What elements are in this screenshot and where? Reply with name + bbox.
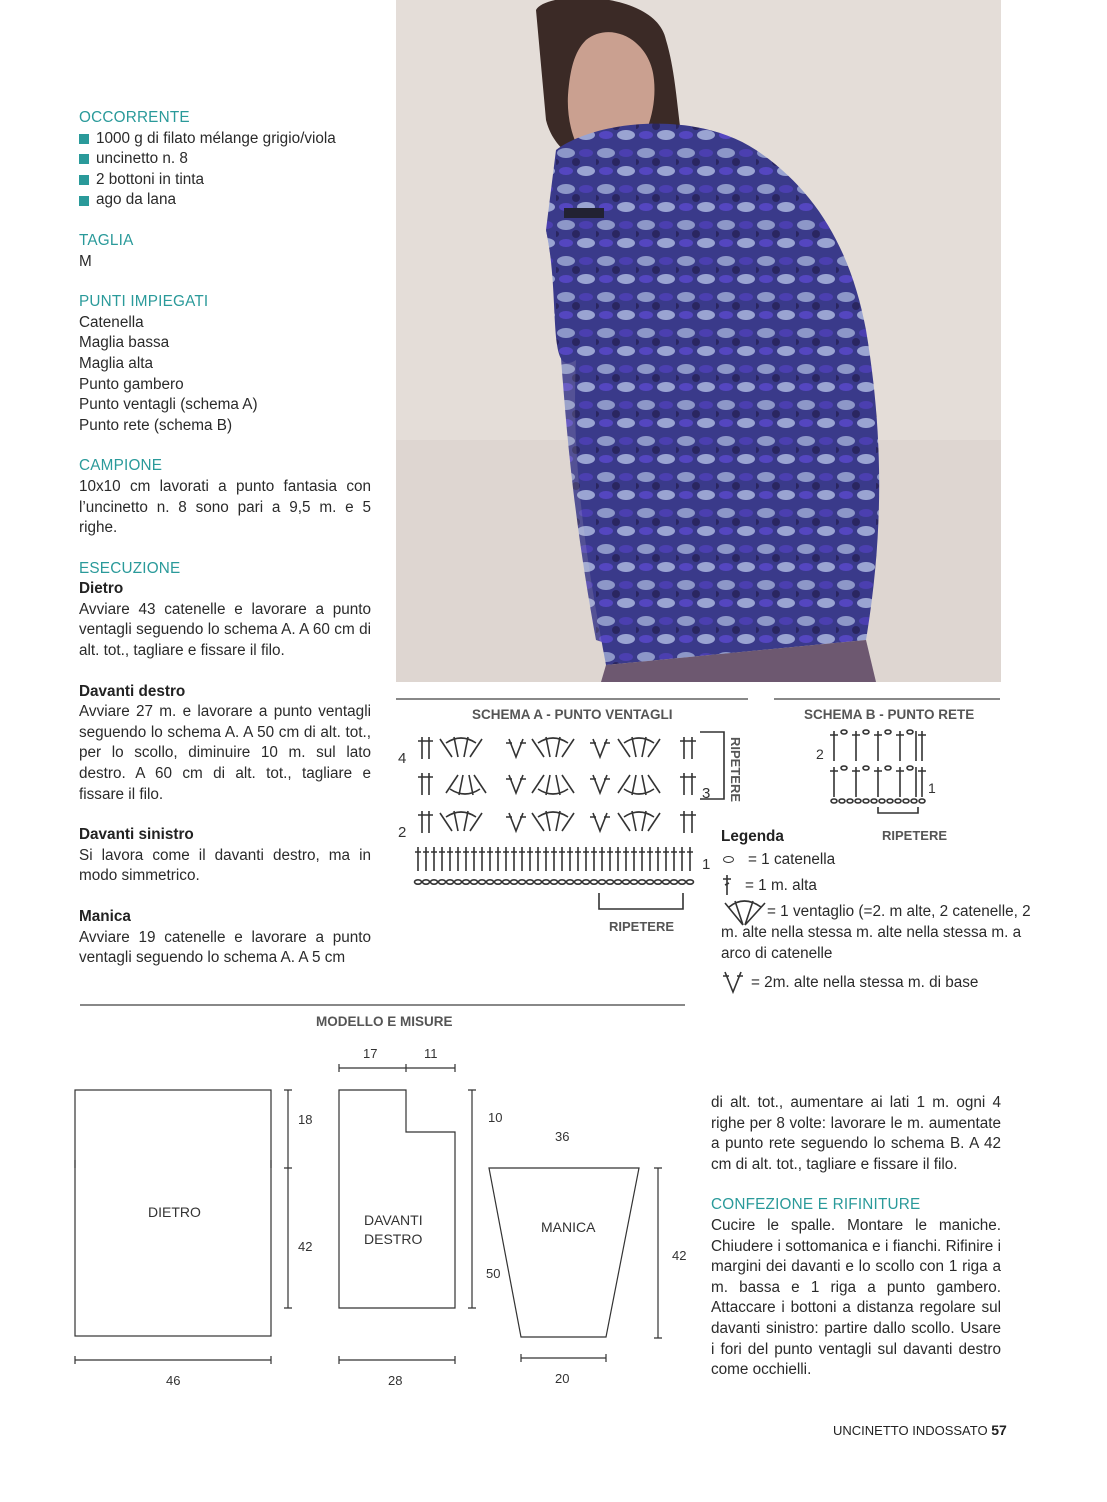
- bullet-square-icon: [79, 196, 89, 206]
- davanti-side-dim: [468, 1090, 476, 1308]
- dietro-heading: Dietro: [79, 580, 124, 598]
- row-2-stitches: [418, 811, 696, 833]
- dietro-label: DIETRO: [148, 1204, 201, 1220]
- manica-label: MANICA: [541, 1219, 596, 1235]
- esecuzione-title: ESECUZIONE: [79, 559, 181, 577]
- campione-text: 10x10 cm lavorati a punto fantasia con l’uncinetto n. 8 sono pari a 9,5 m. e 5 righe.: [79, 477, 371, 537]
- davanti-top-measure-1: 17: [363, 1046, 378, 1061]
- row-label: 1: [702, 856, 711, 873]
- legenda-item: = 1 catenella: [721, 847, 1041, 871]
- schema-b-title: SCHEMA B - PUNTO RETE: [804, 707, 975, 722]
- legenda: [721, 826, 1041, 998]
- v-stitch-icon: [721, 968, 749, 996]
- davanti-width-measure: 28: [388, 1373, 403, 1388]
- occorrente-title: OCCORRENTE: [79, 109, 190, 126]
- taglia-title: TAGLIA: [79, 231, 134, 249]
- occorrente-item: 2 bottoni in tinta: [79, 170, 371, 191]
- punti-title: PUNTI IMPIEGATI: [79, 293, 209, 311]
- repeat-bracket-bottom: [599, 893, 683, 909]
- manica-top-measure: 36: [555, 1129, 570, 1144]
- legenda-item: = 1 m. alta: [721, 871, 1041, 899]
- row-label: 3: [702, 785, 711, 802]
- bullet-square-icon: [79, 134, 89, 144]
- right-column: [711, 1093, 1001, 1381]
- fan-icon: [721, 897, 769, 927]
- legenda-item: = 2m. alte nella stessa m. di base: [721, 966, 1041, 998]
- punti-item: Punto rete (schema B): [79, 416, 233, 434]
- repeat-label: RIPETERE: [882, 828, 948, 843]
- confezione-title: CONFEZIONE E RIFINITURE: [711, 1196, 921, 1214]
- davanti-destro-heading: Davanti destro: [79, 682, 186, 700]
- dietro-side-dim: [284, 1090, 292, 1308]
- manica-left-measure: 50: [486, 1266, 501, 1281]
- repeat-bottom-label: RIPETERE: [609, 919, 675, 934]
- occorrente-item: ago da lana: [79, 190, 371, 211]
- chain-row: [415, 880, 694, 884]
- campione-title: CAMPIONE: [79, 457, 163, 475]
- occorrente-item: 1000 g di filato mélange grigio/viola: [79, 129, 371, 150]
- davanti-label-2: DESTRO: [364, 1231, 423, 1247]
- schema-b-diagram: [770, 695, 1005, 845]
- punti-item: Catenella: [79, 313, 144, 331]
- manica-text: Avviare 19 catenelle e lavorare a punto ventagli seguendo lo schema A. A 5 cm: [79, 928, 371, 967]
- punti-item: Punto gambero: [79, 375, 184, 393]
- dietro-width-measure: 46: [166, 1373, 181, 1388]
- model-photo: [396, 0, 1001, 682]
- taglia-value: M: [79, 252, 92, 270]
- page-footer: [833, 1422, 1007, 1438]
- davanti-sinistro-heading: Davanti sinistro: [79, 826, 194, 844]
- row-label: 2: [398, 824, 407, 841]
- net-stitches: [830, 730, 926, 813]
- dietro-width-dim: [75, 1356, 271, 1364]
- occorrente-item: uncinetto n. 8: [79, 149, 371, 170]
- stitch-grid: [415, 732, 725, 909]
- row-label: 4: [398, 750, 407, 767]
- manica-bottom-dim: [521, 1354, 606, 1362]
- manica-bottom-measure: 20: [555, 1371, 570, 1386]
- modello-misure-diagram: [60, 1000, 700, 1400]
- manica-side-dim: [654, 1168, 662, 1338]
- davanti-destro-text: Avviare 27 m. e lavorare a punto ventagli seguendo lo schema A. A 50 cm di alt. tot., per lo scollo, diminuire 10 m. sul lato destro. A 60 cm di alt. tot., tagliare e fissare il filo.: [79, 703, 371, 803]
- row-3-stitches: [418, 773, 696, 795]
- davanti-label-1: DAVANTI: [364, 1212, 423, 1228]
- repeat-side-label: RIPETERE: [728, 737, 743, 803]
- row-4-stitches: [418, 737, 696, 759]
- punti-item: Punto ventagli (schema A): [79, 396, 258, 414]
- left-column: [79, 108, 371, 969]
- schema-a-diagram: [396, 695, 756, 940]
- row-label: 2: [816, 746, 824, 762]
- schema-a-title: SCHEMA A - PUNTO VENTAGLI: [472, 707, 673, 722]
- punti-item: Maglia bassa: [79, 334, 170, 352]
- punti-item: Maglia alta: [79, 354, 153, 372]
- confezione-text: Cucire le spalle. Montare le maniche. Chiudere i sottomanica e i fianchi. Rifinire i margini dei davanti e lo scollo con 1 riga a m. bassa e 1 riga a punto gambero. Attaccare i bottoni a distanza regolare sul davanti sinistro: partire dallo scollo. Usare i fori del punto ventagli sul davanti destro come occhielli.: [711, 1216, 1001, 1379]
- davanti-top-dim: [339, 1064, 455, 1072]
- legenda-title: Legenda: [721, 828, 784, 845]
- dietro-side-measure: 42: [298, 1239, 313, 1254]
- modello-title: MODELLO E MISURE: [316, 1014, 453, 1029]
- manica-right-measure: 42: [672, 1248, 687, 1263]
- manica-piece: [489, 1168, 639, 1337]
- davanti-piece: [339, 1090, 455, 1308]
- double-crochet-icon: [721, 873, 741, 897]
- davanti-width-dim: [339, 1356, 455, 1364]
- dietro-top-measure: 18: [298, 1112, 313, 1127]
- bullet-square-icon: [79, 175, 89, 185]
- row-1-stitches: [415, 847, 693, 871]
- davanti-neck-measure: 10: [488, 1110, 503, 1125]
- legenda-item: = 1 ventaglio (=2. m alte, 2 catenelle, 2 m. alte nella stessa m. alte nella stessa m. a arco di catenelle: [721, 899, 1041, 964]
- row-label: 1: [928, 780, 936, 796]
- model-photo-illustration: [396, 0, 1001, 682]
- davanti-sinistro-text: Si lavora come il davanti destro, ma in modo simmetrico.: [79, 846, 371, 885]
- chain-icon: [723, 856, 734, 863]
- repeat-bracket: [878, 807, 918, 813]
- page-number: 57: [991, 1422, 1007, 1438]
- continuation-text: di alt. tot., aumentare ai lati 1 m. ogni 4 righe per 8 volte: lavorare le m. aumentate a punto rete seguendo lo schema B. A 42 cm di alt. tot., tagliare e fissare il filo.: [711, 1094, 1001, 1173]
- davanti-top-measure-2: 11: [424, 1046, 438, 1061]
- manica-heading: Manica: [79, 908, 131, 925]
- dietro-text: Avviare 43 catenelle e lavorare a punto ventagli seguendo lo schema A. A 60 cm di alt. tot., tagliare e fissare il filo.: [79, 600, 371, 660]
- bullet-square-icon: [79, 154, 89, 164]
- magazine-name: UNCINETTO INDOSSATO: [833, 1423, 988, 1438]
